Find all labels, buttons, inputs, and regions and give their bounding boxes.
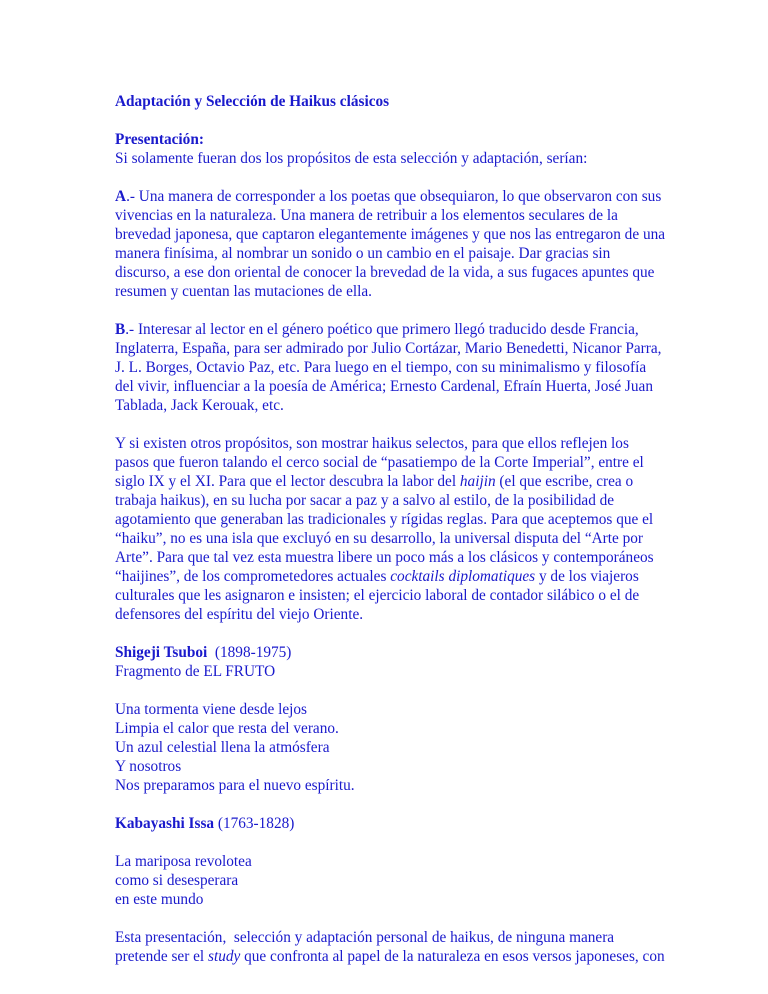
cocktails-term: cocktails diplomatiques <box>390 568 536 585</box>
point-b-paragraph <box>115 320 730 415</box>
closing-line <box>115 947 730 966</box>
purposes-line: Y si existen otros propósitos, son mostrar haikus selectos, para que ellos reflejen los <box>115 435 629 452</box>
purposes-line: culturales que les asignaron e insisten; el ejercicio laboral de contador silábico o el de <box>115 587 640 604</box>
point-b-marker: B <box>115 321 126 338</box>
purposes-line <box>115 567 730 586</box>
point-b-line: del vivir, influenciar a la poesía de América; Ernesto Cardenal, Efraín Huerta, José Juan <box>115 378 653 395</box>
point-a-line: manera finísima, al nombrar un sonido o un cambio en el paisaje. Dar gracias sin <box>115 245 611 262</box>
poet2-years: (1763-1828) <box>214 815 295 832</box>
presentation-section <box>115 130 730 168</box>
point-b-line <box>115 320 730 339</box>
poem-line: Y nosotros <box>115 758 182 775</box>
purposes-text: y de los viajeros <box>535 568 639 585</box>
point-a-paragraph <box>115 187 730 301</box>
poet1-name-line <box>115 643 730 662</box>
purposes-text: siglo IX y el XI. Para que el lector descubra la labor del <box>115 473 460 490</box>
study-term: study <box>208 948 241 965</box>
point-b-line: Tablada, Jack Kerouak, etc. <box>115 397 284 414</box>
point-a-line: brevedad japonesa, que captaron elegantemente imágenes y que nos las entregaron de una <box>115 226 666 243</box>
point-b-line: Inglaterra, España, para ser admirado por Julio Cortázar, Mario Benedetti, Nicanor Parra, <box>115 340 662 357</box>
point-a-line: discurso, a ese don oriental de conocer la brevedad de la vida, a sus fugaces apuntes que <box>115 264 655 281</box>
poem-line: La mariposa revolotea <box>115 853 252 870</box>
presentation-heading: Presentación: <box>115 131 204 148</box>
purposes-text: (el que escribe, crea o <box>495 473 634 490</box>
purposes-line: Arte”. Para que tal vez esta muestra libere un poco más a los clásicos y contemporáneos <box>115 549 654 566</box>
purposes-paragraph <box>115 434 730 624</box>
poem-line: como si desesperara <box>115 872 239 889</box>
poet1-subtitle: Fragmento de EL FRUTO <box>115 663 276 680</box>
poet2-name-line <box>115 814 730 833</box>
poet2-header <box>115 814 730 833</box>
poem-line: Una tormenta viene desde lejos <box>115 701 307 718</box>
purposes-line: trabaja haikus), en su lucha por sacar a paz y a salvo al estilo, de la posibilidad de <box>115 492 615 509</box>
closing-text: que confronta al papel de la naturaleza en esos versos japoneses, con <box>240 948 665 965</box>
purposes-line: agotamiento que generaban las tradicionales y rígidas reglas. Para que aceptemos que el <box>115 511 654 528</box>
purposes-line: pasos que fueron talando el cerco social de “pasatiempo de la Corte Imperial”, entre el <box>115 454 644 471</box>
poet1-name: Shigeji Tsuboi <box>115 644 208 661</box>
closing-text: pretende ser el <box>115 948 209 965</box>
poet1-header <box>115 643 730 681</box>
point-a-line: vivencias en la naturaleza. Una manera de retribuir a los elementos seculares de la <box>115 207 618 224</box>
poem-line: Limpia el calor que resta del verano. <box>115 720 339 737</box>
poet2-name: Kabayashi Issa <box>115 815 215 832</box>
poem-line: Nos preparamos para el nuevo espíritu. <box>115 777 355 794</box>
point-a-line: resumen y cuentan las mutaciones de ella. <box>115 283 372 300</box>
purposes-text: “haijines”, de los comprometedores actuales <box>115 568 391 585</box>
haijin-term: haijin <box>459 473 496 490</box>
presentation-intro: Si solamente fueran dos los propósitos de esta selección y adaptación, serían: <box>115 150 588 167</box>
poet1-poem <box>115 700 730 795</box>
point-a-marker: A <box>115 188 127 205</box>
poet2-poem <box>115 852 730 909</box>
purposes-line: “haiku”, no es una isla que excluyó en su desarrollo, la universal disputa del “Arte por <box>115 530 644 547</box>
poet1-years: (1898-1975) <box>207 644 292 661</box>
point-b-text: .- Interesar al lector en el género poético que primero llegó traducido desde Francia, <box>125 321 639 338</box>
point-b-line: J. L. Borges, Octavio Paz, etc. Para luego en el tiempo, con su minimalismo y filosofía <box>115 359 647 376</box>
purposes-line: defensores del espíritu del viejo Oriente. <box>115 606 364 623</box>
closing-line: Esta presentación, selección y adaptación personal de haikus, de ninguna manera <box>115 929 615 946</box>
poem-line: en este mundo <box>115 891 204 908</box>
purposes-line <box>115 472 730 491</box>
poem-line: Un azul celestial llena la atmósfera <box>115 739 330 756</box>
point-a-text: .- Una manera de corresponder a los poetas que obsequiaron, lo que observaron con sus <box>126 188 662 205</box>
document-title: Adaptación y Selección de Haikus clásicos <box>115 93 390 110</box>
closing-paragraph <box>115 928 730 966</box>
document-page <box>115 92 730 985</box>
point-a-line <box>115 187 730 206</box>
